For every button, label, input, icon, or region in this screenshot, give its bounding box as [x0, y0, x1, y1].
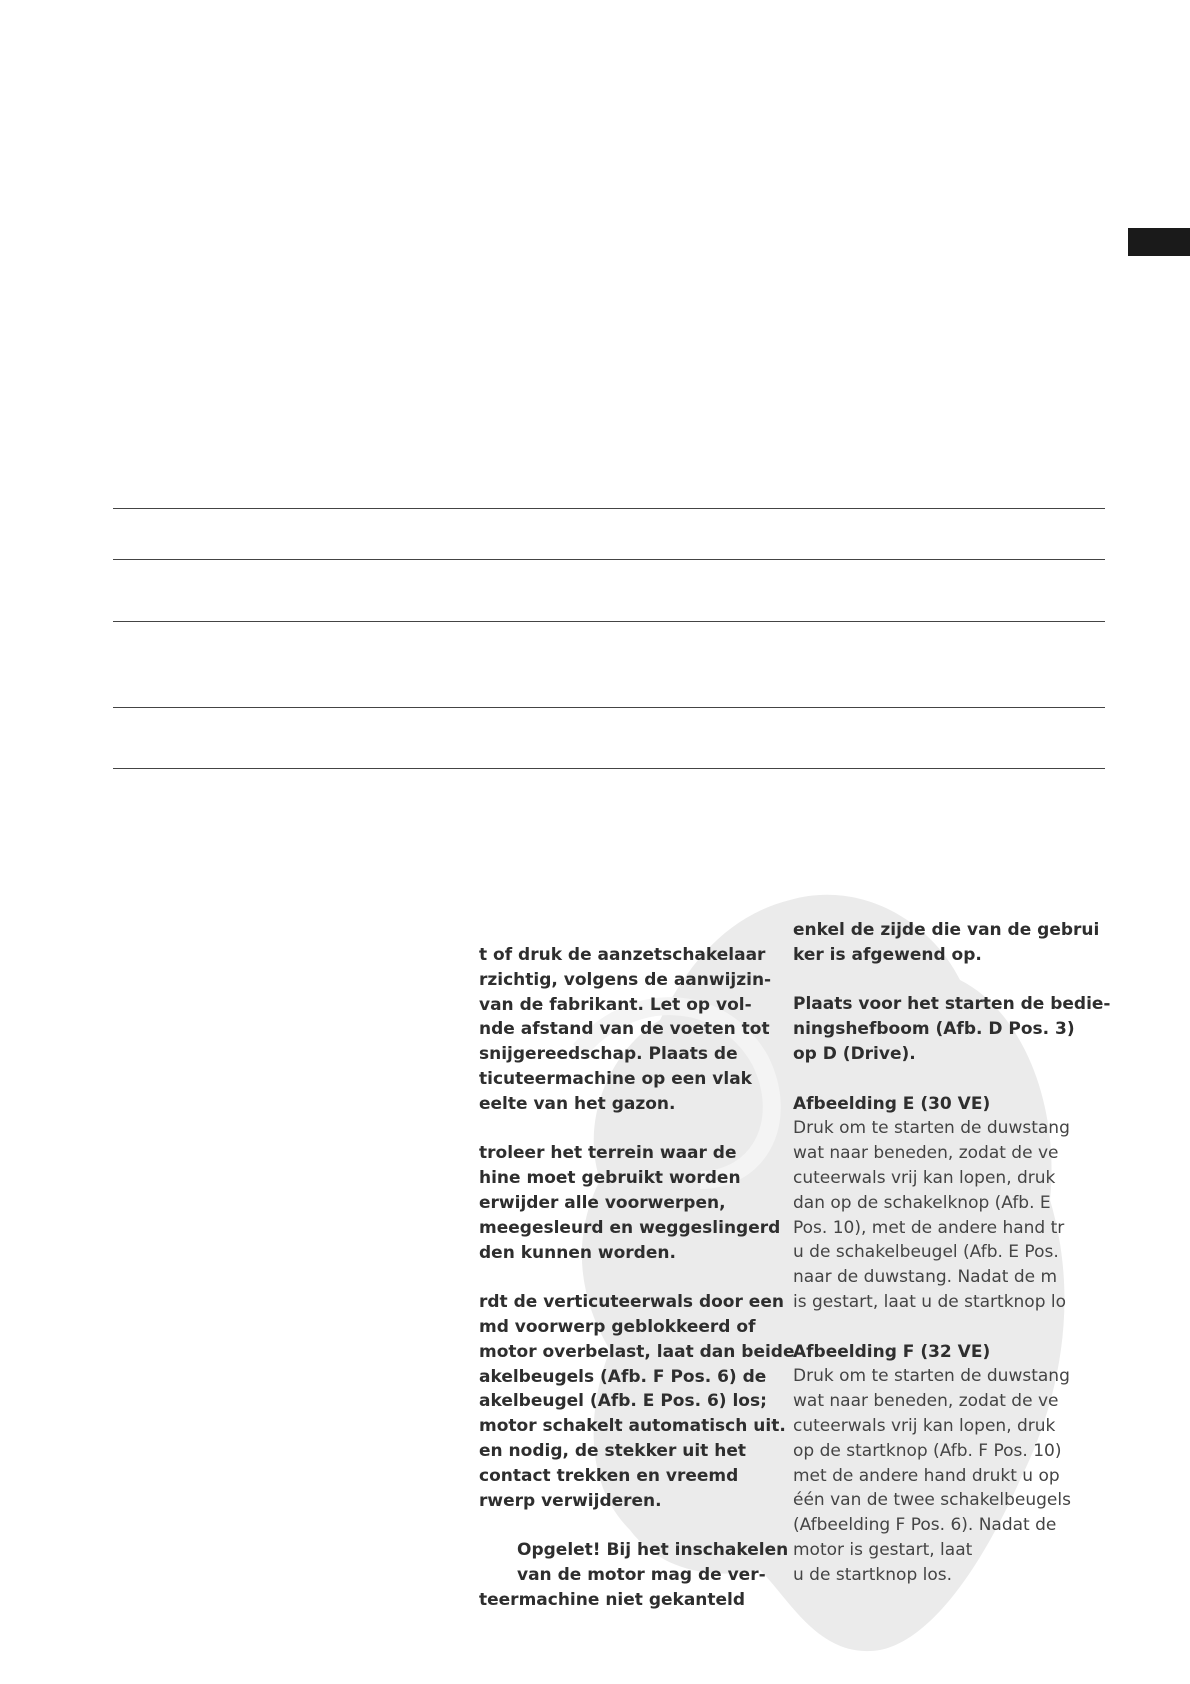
text-line: nde afstand van de voeten tot [479, 1019, 770, 1040]
text-line: naar de duwstang. Nadat de m [793, 1267, 1058, 1288]
text-line: akelbeugels (Afb. F Pos. 6) de [479, 1366, 767, 1387]
text-line: één van de twee schakelbeugels [793, 1490, 1071, 1511]
text-line: cuteerwals vrij kan lopen, druk [793, 1415, 1056, 1436]
text-line: is gestart, laat u de startknop lo [793, 1291, 1067, 1312]
text-line: ningshefboom (Afb. D Pos. 3) [793, 1019, 1075, 1040]
text-line: enkel de zijde die van de gebrui [793, 920, 1100, 940]
text-line: cuteerwals vrij kan lopen, druk [793, 1167, 1056, 1188]
text-line: rdt de verticuteerwals door een [479, 1292, 784, 1313]
divider-line [113, 621, 1105, 622]
text-line: op de startknop (Afb. F Pos. 10) [793, 1440, 1062, 1461]
divider-line [113, 559, 1105, 560]
text-line: ticuteermachine op een vlak [479, 1068, 752, 1089]
right-paragraph-1 [793, 918, 1100, 968]
text-line: Druk om te starten de duwstang [793, 1366, 1070, 1387]
text-line: Afbeelding F (32 VE) [793, 1341, 991, 1362]
text-line: motor schakelt automatisch uit. [479, 1416, 786, 1437]
section-body-e [793, 1116, 1076, 1314]
text-line: met de andere hand drukt u op [793, 1465, 1060, 1486]
text-line: u de schakelbeugel (Afb. E Pos. [793, 1242, 1059, 1263]
text-line: contact trekken en vreemd [479, 1465, 739, 1486]
text-line: rzichtig, volgens de aanwijzin- [479, 969, 772, 990]
text-line: (Afbeelding F Pos. 6). Nadat de [793, 1515, 1057, 1536]
warning-paragraph [479, 1538, 789, 1588]
text-line: snijgereedschap. Plaats de [479, 1044, 738, 1065]
text-line: t of druk de aanzetschakelaar [479, 945, 766, 965]
text-line: erwijder alle voorwerpen, [479, 1192, 726, 1213]
left-paragraph-1 [479, 943, 779, 1117]
warning-paragraph-last-line [479, 1588, 779, 1613]
text-line: u de startknop los. [793, 1564, 953, 1585]
text-line: akelbeugel (Afb. E Pos. 6) los; [479, 1391, 767, 1412]
divider-line [113, 707, 1105, 708]
text-line: en nodig, de stekker uit het [479, 1440, 746, 1461]
text-line: den kunnen worden. [479, 1242, 676, 1263]
text-line: op D (Drive). [793, 1043, 916, 1064]
language-tab-marker [1128, 228, 1190, 256]
left-text-column [479, 943, 795, 1613]
text-line: van de fabrikant. Let op vol- [479, 994, 752, 1015]
text-line: teermachine niet gekanteld [479, 1589, 746, 1610]
right-text-column [793, 918, 1111, 1588]
section-heading-f [793, 1340, 1076, 1365]
text-line: motor is gestart, laat [793, 1539, 973, 1560]
text-line: dan op de schakelknop (Afb. E [793, 1192, 1051, 1213]
text-line: md voorwerp geblokkeerd of [479, 1316, 756, 1337]
text-line: Druk om te starten de duwstang [793, 1118, 1070, 1139]
divider-line [113, 768, 1105, 769]
text-line: van de motor mag de ver- [517, 1564, 766, 1585]
text-line: Pos. 10), met de andere hand tr [793, 1217, 1065, 1238]
text-line: ker is afgewend op. [793, 944, 982, 965]
section-heading-e [793, 1092, 1076, 1117]
text-line: hine moet gebruikt worden [479, 1168, 741, 1189]
text-line: Opgelet! Bij het inschakelen [517, 1540, 789, 1561]
divider-line [113, 508, 1105, 509]
section-body-f [793, 1364, 1076, 1587]
text-line: motor overbelast, laat dan beide [479, 1341, 795, 1362]
left-paragraph-2 [479, 1141, 779, 1265]
text-line: meegesleurd en weggeslingerd [479, 1217, 781, 1238]
text-line: eelte van het gazon. [479, 1093, 676, 1114]
right-paragraph-2 [793, 992, 1111, 1066]
text-line: Afbeelding E (30 VE) [793, 1093, 991, 1114]
text-line: Plaats voor het starten de bedie- [793, 994, 1111, 1015]
text-line: rwerp verwijderen. [479, 1490, 662, 1511]
text-line: wat naar beneden, zodat de ve [793, 1391, 1059, 1412]
text-line: wat naar beneden, zodat de ve [793, 1143, 1059, 1164]
left-paragraph-3 [479, 1290, 795, 1513]
text-line: troleer het terrein waar de [479, 1143, 737, 1164]
